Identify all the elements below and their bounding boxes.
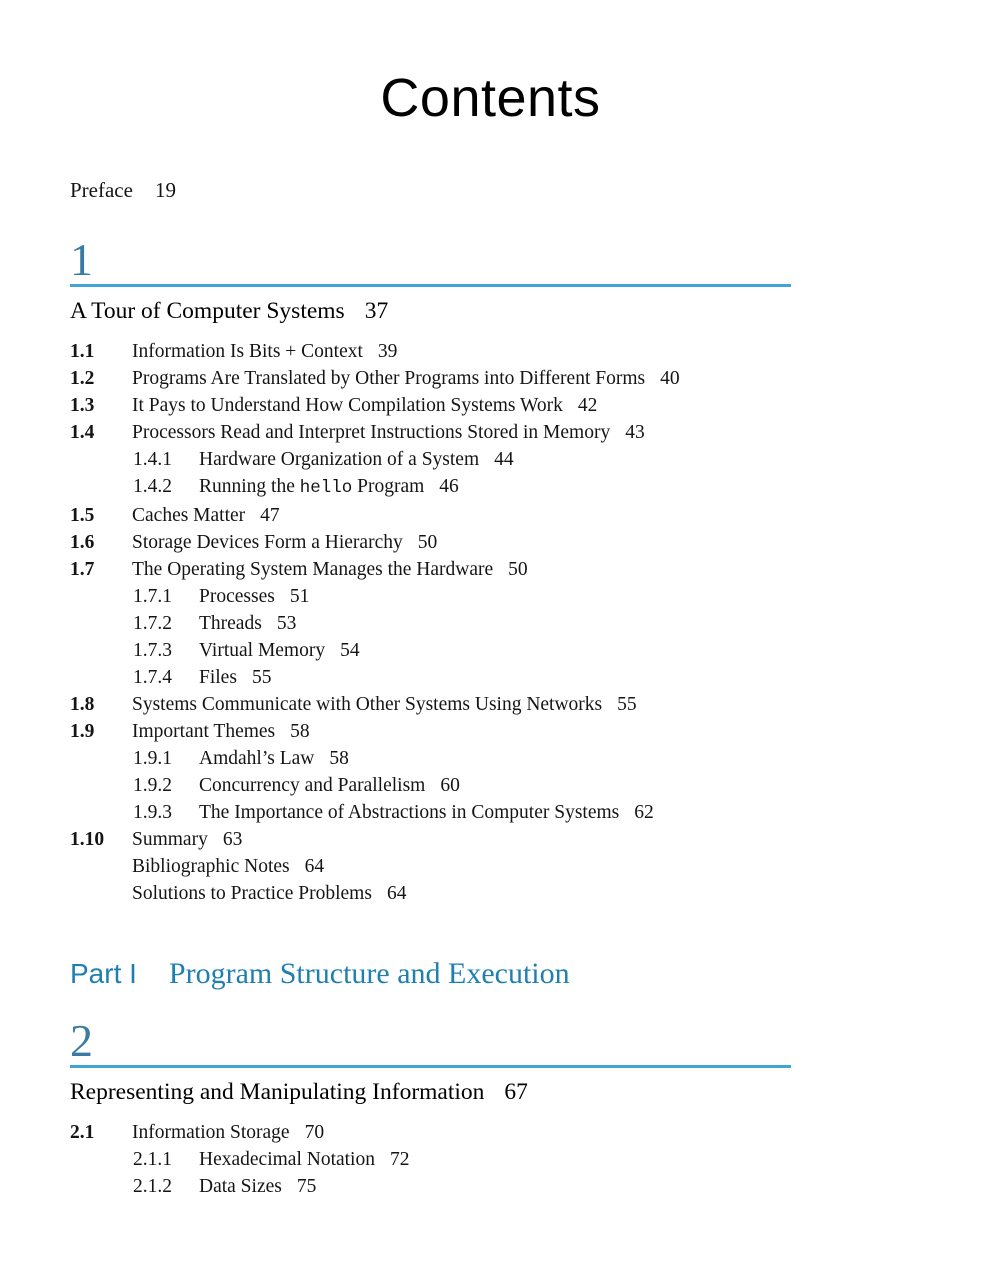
section-title: Systems Communicate with Other Systems Using Networks <box>132 693 603 715</box>
toc-entry <box>70 419 791 446</box>
chapter-title-text: Representing and Manipulating Information <box>70 1078 485 1105</box>
page-number: 53 <box>276 612 297 634</box>
page-number: 62 <box>634 801 654 823</box>
section-title: Caches Matter <box>132 504 246 526</box>
section-title: Programs Are Translated by Other Programs into Different Forms <box>132 367 646 389</box>
subsection-number: 1.7.4 <box>133 666 172 688</box>
page-number: 37 <box>364 297 389 324</box>
toc-entry <box>70 826 791 853</box>
toc-entry <box>70 880 791 907</box>
section-number: 1.10 <box>70 828 105 850</box>
page-number: 51 <box>289 585 310 607</box>
subsection-number: 1.7.3 <box>133 639 172 661</box>
toc-entry <box>70 502 791 529</box>
section-title: Information Is Bits + Context <box>132 340 363 362</box>
chapter-1-number-rule <box>70 233 791 287</box>
chapter-2-title <box>70 1078 791 1107</box>
section-title: Virtual Memory <box>199 639 326 661</box>
toc-entry <box>70 392 791 419</box>
preface-label: Preface <box>70 177 133 202</box>
page-number: 39 <box>377 340 398 362</box>
section-title: Processors Read and Interpret Instructions Stored in Memory <box>132 421 611 443</box>
page-number: 75 <box>296 1175 317 1197</box>
subsection-number: 1.9.2 <box>133 774 172 796</box>
section-title: Information Storage <box>132 1121 290 1143</box>
section-number: 1.5 <box>70 504 95 526</box>
toc-entry <box>70 718 791 745</box>
toc-entry <box>70 853 791 880</box>
toc-content <box>0 177 791 1200</box>
toc-entry <box>70 1173 791 1200</box>
section-title: Hardware Organization of a System <box>199 448 480 470</box>
section-number: 1.7 <box>70 558 95 580</box>
subsection-number: 1.4.1 <box>133 448 172 470</box>
section-title: Hexadecimal Notation <box>199 1148 375 1170</box>
section-title: Files <box>199 666 237 688</box>
part-title: Program Structure and Execution <box>168 956 570 990</box>
page-number: 60 <box>440 774 460 796</box>
section-title: The Importance of Abstractions in Computer Systems <box>199 801 620 823</box>
page-number: 55 <box>251 666 272 688</box>
section-title: Solutions to Practice Problems <box>132 882 372 904</box>
page-number: 50 <box>417 531 438 553</box>
subsection-number: 1.7.2 <box>133 612 172 634</box>
page-number: 54 <box>340 639 360 661</box>
code-text: hello <box>299 477 353 498</box>
section-title: Amdahl’s Law <box>199 747 315 769</box>
chapter-2-toc <box>70 1119 791 1200</box>
part-label: Part I <box>70 957 137 989</box>
toc-entry <box>70 583 791 610</box>
preface-entry <box>70 177 791 204</box>
page-number: 64 <box>304 855 325 877</box>
section-title-text: Program <box>352 475 425 497</box>
chapter-1-toc <box>70 338 791 907</box>
page-number: 64 <box>386 882 407 904</box>
section-number: 2.1 <box>70 1121 95 1143</box>
page-number: 63 <box>222 828 243 850</box>
section-number: 1.6 <box>70 531 95 553</box>
page-number: 43 <box>625 421 645 443</box>
page-number: 72 <box>389 1148 410 1170</box>
section-title: Summary <box>132 828 208 850</box>
toc-entry <box>70 745 791 772</box>
subsection-number: 1.4.2 <box>133 475 172 497</box>
part-heading <box>70 955 791 993</box>
section-title: Bibliographic Notes <box>132 855 290 877</box>
toc-entry <box>70 1119 791 1146</box>
section-number: 1.9 <box>70 720 95 742</box>
page-number: 67 <box>504 1078 528 1105</box>
toc-entry <box>70 799 791 826</box>
section-title <box>199 473 424 502</box>
page-number: 58 <box>329 747 349 769</box>
section-title: Data Sizes <box>199 1175 282 1197</box>
section-title: Processes <box>199 585 275 607</box>
page-number: 46 <box>439 475 459 497</box>
chapter-number: 2 <box>70 1014 93 1066</box>
section-number: 1.4 <box>70 421 95 443</box>
toc-entry <box>70 473 791 502</box>
page-number: 42 <box>577 394 598 416</box>
subsection-number: 1.9.3 <box>133 801 172 823</box>
toc-entry <box>70 610 791 637</box>
section-title: Storage Devices Form a Hierarchy <box>132 531 403 553</box>
toc-entry <box>70 529 791 556</box>
page-number: 70 <box>304 1121 325 1143</box>
page-number: 40 <box>660 367 680 389</box>
section-number: 1.1 <box>70 340 95 362</box>
section-number: 1.2 <box>70 367 95 389</box>
subsection-number: 1.9.1 <box>133 747 172 769</box>
section-title: Threads <box>199 612 262 634</box>
toc-entry <box>70 1146 791 1173</box>
page-number: 55 <box>617 693 637 715</box>
chapter-2-number-rule <box>70 1014 791 1068</box>
subsection-number: 2.1.2 <box>133 1175 172 1197</box>
chapter-title-text: A Tour of Computer Systems <box>70 297 345 324</box>
page-number: 19 <box>154 177 176 202</box>
chapter-number: 1 <box>70 233 93 285</box>
section-title: Concurrency and Parallelism <box>199 774 426 796</box>
page-title: Contents <box>380 68 601 128</box>
section-title: Important Themes <box>132 720 276 742</box>
chapter-1-title <box>70 297 791 326</box>
toc-entry <box>70 365 791 392</box>
page-number: 50 <box>508 558 528 580</box>
subsection-number: 2.1.1 <box>133 1148 172 1170</box>
page-number: 47 <box>260 504 280 526</box>
section-number: 1.8 <box>70 693 95 715</box>
section-title: It Pays to Understand How Compilation Systems Work <box>132 394 563 416</box>
toc-entry <box>70 556 791 583</box>
subsection-number: 1.7.1 <box>133 585 172 607</box>
page-number: 44 <box>494 448 514 470</box>
toc-entry <box>70 664 791 691</box>
toc-entry <box>70 691 791 718</box>
toc-entry <box>70 338 791 365</box>
section-title-text: Running the <box>199 475 300 497</box>
toc-entry <box>70 446 791 473</box>
toc-entry <box>70 637 791 664</box>
page-number: 58 <box>290 720 310 742</box>
section-number: 1.3 <box>70 394 95 416</box>
toc-entry <box>70 772 791 799</box>
section-title: The Operating System Manages the Hardware <box>132 558 494 580</box>
